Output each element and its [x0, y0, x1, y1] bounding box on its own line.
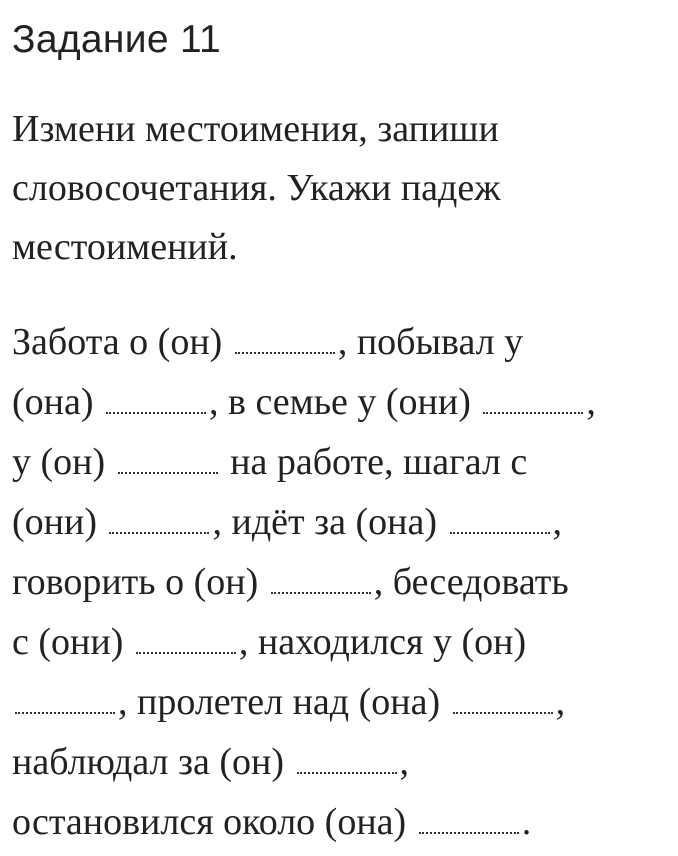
- exercise-text-segment: , пролетел над (она): [118, 681, 450, 723]
- task-instruction: [12, 100, 672, 277]
- instruction-line: словосочетания. Укажи падеж: [12, 167, 501, 209]
- exercise-text-segment: на работе, шагал с: [220, 441, 528, 483]
- exercise-row: [12, 732, 678, 792]
- exercise-text-segment: , идёт за (она): [212, 501, 447, 543]
- answer-blank[interactable]: [235, 330, 335, 354]
- answer-blank[interactable]: [15, 690, 115, 714]
- answer-blank[interactable]: [453, 690, 553, 714]
- instruction-line: Измени местоимения, запиши: [12, 108, 499, 150]
- exercise-text-segment: ,: [555, 681, 566, 723]
- exercise-text-segment: остановился около (она): [12, 801, 416, 843]
- answer-blank[interactable]: [109, 510, 209, 534]
- answer-blank[interactable]: [106, 390, 206, 414]
- exercise-text-segment: ,: [399, 741, 410, 783]
- answer-blank[interactable]: [450, 510, 550, 534]
- exercise-row: [12, 372, 678, 432]
- exercise-text-segment: у (он): [12, 441, 115, 483]
- exercise-text-segment: Забота о (он): [12, 321, 232, 363]
- exercise-row: [12, 792, 678, 852]
- exercise-text-segment: (она): [12, 381, 104, 423]
- exercise-text-segment: .: [521, 801, 532, 843]
- answer-blank[interactable]: [271, 570, 371, 594]
- exercise-row: [12, 552, 678, 612]
- exercise-row: [12, 432, 678, 492]
- answer-blank[interactable]: [483, 390, 583, 414]
- exercise-text-segment: говорить о (он): [12, 561, 268, 603]
- instruction-line: местоимений.: [12, 226, 238, 268]
- exercise-text-segment: наблюдал за (он): [12, 741, 294, 783]
- exercise-text-segment: (они): [12, 501, 107, 543]
- exercise-text-segment: с (они): [12, 621, 133, 663]
- answer-blank[interactable]: [136, 630, 236, 654]
- exercise-row: [12, 492, 678, 552]
- task-title: Задание 11: [12, 18, 222, 61]
- answer-blank[interactable]: [419, 810, 519, 834]
- answer-blank[interactable]: [118, 450, 218, 474]
- exercise-text-segment: , в семье у (они): [209, 381, 481, 423]
- exercise-row: [12, 312, 678, 372]
- exercise-text-segment: ,: [552, 501, 563, 543]
- exercise-text-segment: , побывал у: [337, 321, 524, 363]
- exercise-text-segment: , находился у (он): [238, 621, 527, 663]
- exercise-text-segment: , беседовать: [373, 561, 569, 603]
- exercise-text: [12, 312, 678, 852]
- exercise-row: [12, 672, 678, 732]
- exercise-row: [12, 612, 678, 672]
- exercise-text-segment: ,: [586, 381, 596, 423]
- answer-blank[interactable]: [297, 750, 397, 774]
